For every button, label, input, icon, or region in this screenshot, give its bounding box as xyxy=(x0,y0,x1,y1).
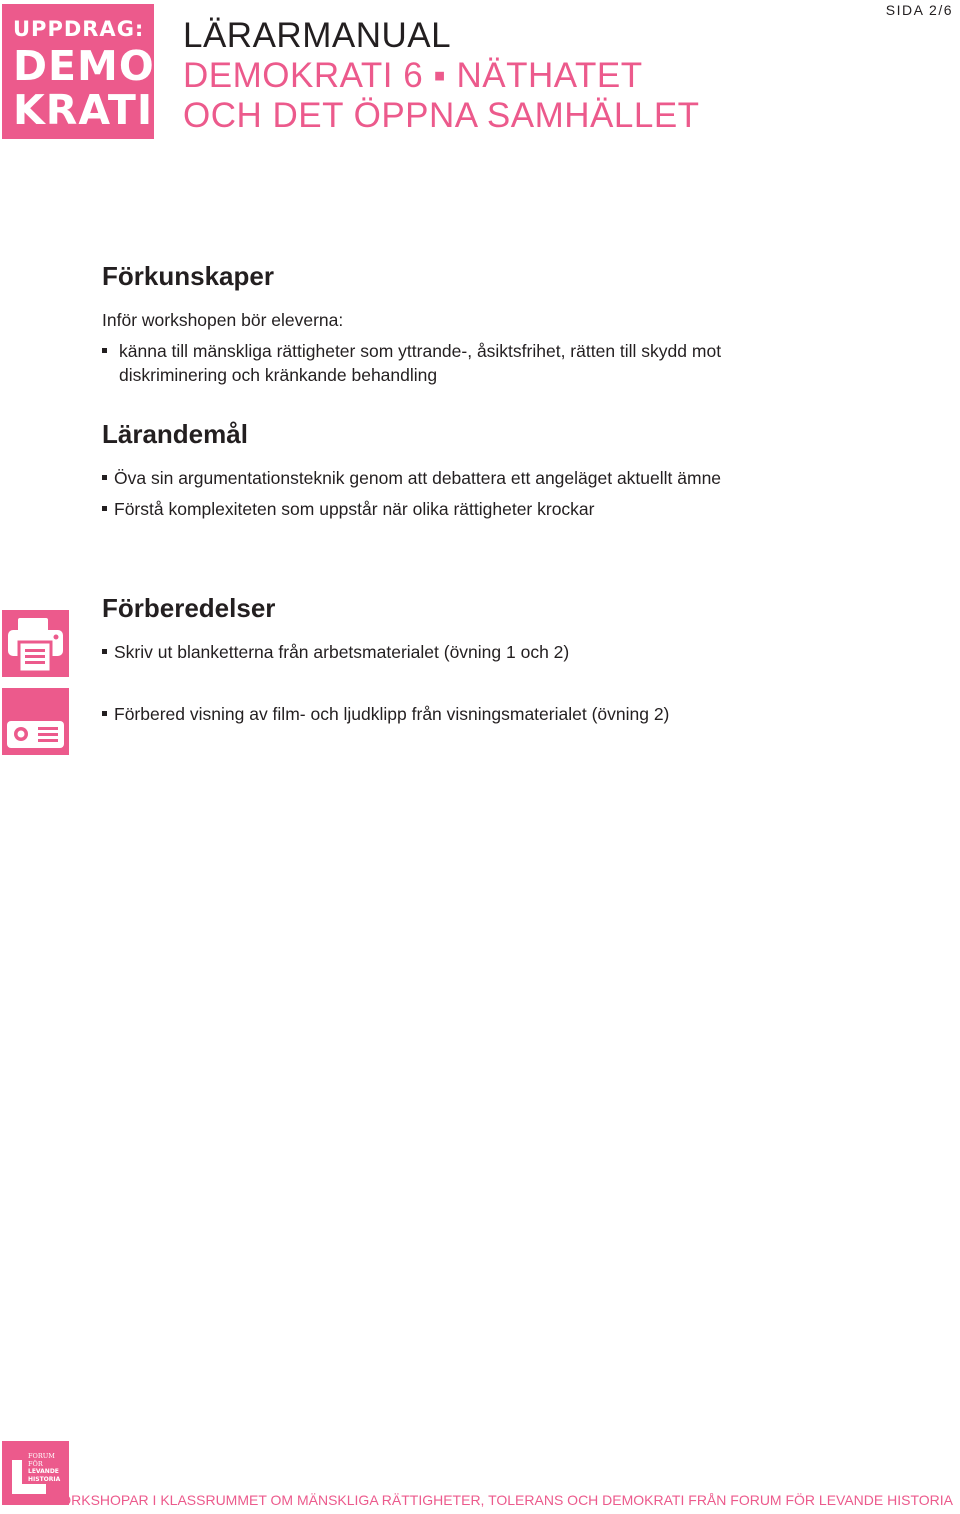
bullet-text-line-2: diskriminering och kränkande behandling xyxy=(119,365,438,385)
logo-bar-horizontal xyxy=(12,1484,46,1494)
page-subtitle-line-2: OCH DET ÖPPNA SAMHÄLLET xyxy=(183,96,700,135)
forberedelser-item xyxy=(102,640,569,664)
forkunskaper-heading: Förkunskaper xyxy=(102,261,274,291)
footer-logo-text xyxy=(28,1452,60,1484)
larandemal-bullet xyxy=(102,497,594,521)
uppdrag-demokrati-logo xyxy=(2,4,154,139)
bullet-text-line-1: känna till mänskliga rättigheter som yttrande-, åsiktsfrihet, rätten till skydd mot xyxy=(119,341,722,361)
item-text: Förbered visning av film- och ljudklipp från visningsmaterialet (övning 2) xyxy=(114,704,670,724)
printer-icon xyxy=(2,610,69,677)
item-text: Skriv ut blanketterna från arbetsmaterialet (övning 1 och 2) xyxy=(114,642,570,662)
footer-logo-line-3: LEVANDE xyxy=(28,1468,59,1475)
page-number: SIDA 2/6 xyxy=(885,2,953,18)
footer-logo-line-1: FORUM xyxy=(28,1452,55,1460)
forkunskaper-intro: Inför workshopen bör eleverna: xyxy=(102,310,344,330)
page-subtitle-line-1: DEMOKRATI 6 ▪ NÄTHATET xyxy=(183,56,643,95)
page-title: LÄRARMANUAL xyxy=(183,16,452,55)
forberedelser-heading: Förberedelser xyxy=(102,593,276,623)
logo-line-3: KRATI xyxy=(13,86,154,134)
bullet-text: Förstå komplexiteten som uppstår när olika rättigheter krockar xyxy=(114,499,595,519)
footer-text: WORKSHOPAR I KLASSRUMMET OM MÄNSKLIGA RÄTTIGHETER, TOLERANS OCH DEMOKRATI FRÅN FORUM FÖR LEVANDE HISTORIA xyxy=(47,1492,953,1508)
forkunskaper-bullet xyxy=(102,339,721,387)
footer-logo-line-2: FÖR xyxy=(28,1460,43,1468)
logo-line-1: UPPDRAG: xyxy=(13,17,145,41)
larandemal-bullet xyxy=(102,466,721,490)
logo-line-2: DEMO xyxy=(13,42,155,90)
forberedelser-item xyxy=(102,702,669,726)
footer-logo-line-4: HISTORIA xyxy=(28,1476,61,1483)
bullet-text: Öva sin argumentationsteknik genom att debattera ett angeläget aktuellt ämne xyxy=(114,468,722,488)
larandemal-heading: Lärandemål xyxy=(102,419,248,449)
projector-icon xyxy=(2,688,69,755)
title-block xyxy=(183,16,700,136)
